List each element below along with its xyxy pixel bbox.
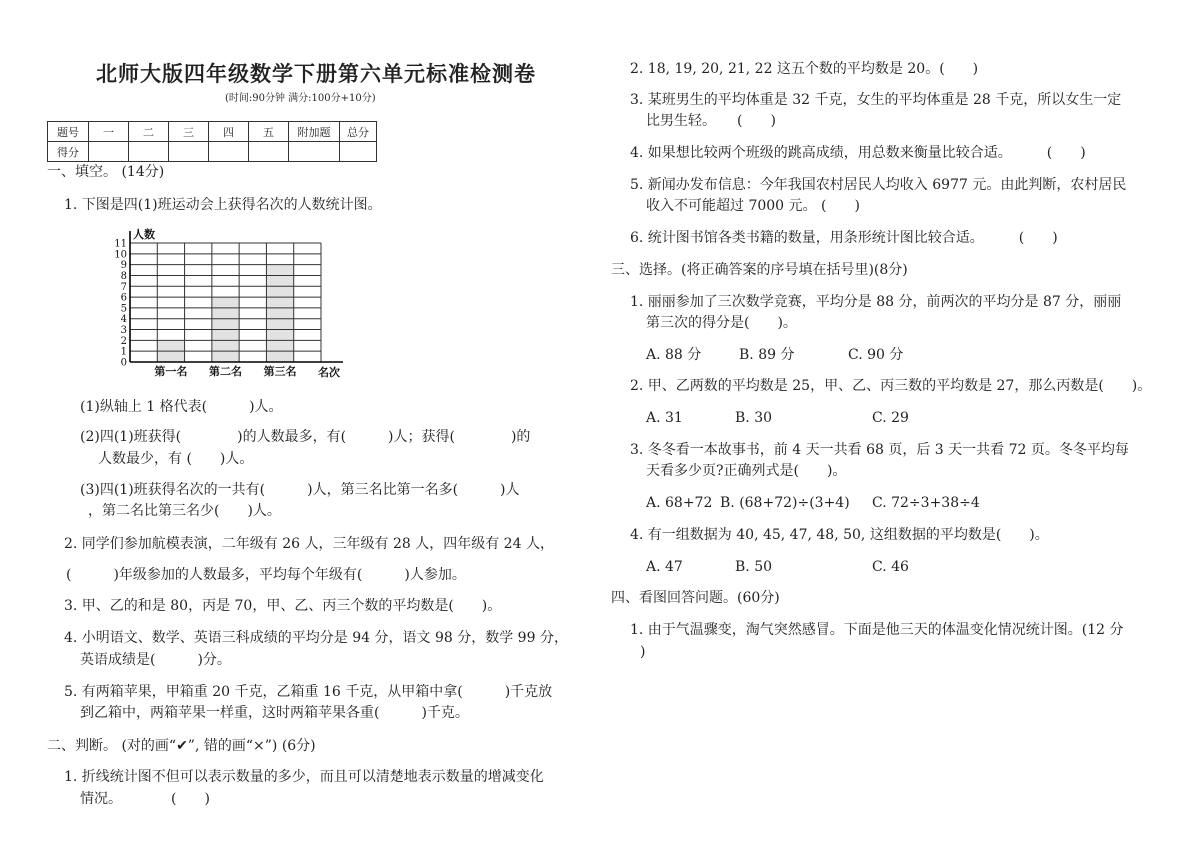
score-header-cell: 总分 — [340, 122, 377, 142]
question-text: 5. 有两箱苹果，甲箱重 20 千克，乙箱重 16 千克，从甲箱中拿( )千克放 — [64, 684, 553, 700]
score-header-cell: 题号 — [48, 122, 89, 142]
bar — [266, 265, 293, 362]
y-tick-label: 8 — [120, 270, 127, 282]
y-tick-label: 10 — [114, 249, 127, 261]
section-4-heading: 四、看图回答问题。(60分) — [611, 590, 780, 606]
y-tick-label: 6 — [120, 292, 127, 304]
option-c: C. 46 — [872, 559, 909, 575]
x-axis-label: 名次 — [318, 366, 340, 379]
option-a: A. 88 分 — [646, 347, 702, 363]
y-tick-label: 5 — [120, 303, 127, 315]
question-text: 2. 同学们参加航模表演，二年级有 26 人，三年级有 28 人，四年级有 24 人， — [64, 536, 554, 552]
score-input-cell[interactable] — [169, 142, 209, 162]
y-tick-label: 11 — [114, 238, 127, 250]
y-tick-label: 1 — [120, 346, 127, 358]
score-table-header-row — [48, 122, 377, 142]
y-tick-label: 9 — [120, 260, 127, 272]
score-header-cell: 二 — [129, 122, 169, 142]
question-text: 3. 甲、乙的和是 80，丙是 70，甲、乙、丙三个数的平均数是( )。 — [64, 598, 502, 614]
score-input-cell[interactable] — [209, 142, 249, 162]
question-text: 比男生轻。 ( ) — [646, 113, 776, 129]
option-c: C. 90 分 — [848, 347, 904, 363]
question-text: 1. 下图是四(1)班运动会上获得名次的人数统计图。 — [64, 197, 382, 213]
y-tick-label: 0 — [120, 357, 127, 369]
question-text: (3)四(1)班获得名次的一共有( )人，第三名比第一名多( )人 — [80, 482, 520, 498]
option-b: B. 30 — [735, 410, 773, 426]
score-input-cell[interactable] — [89, 142, 129, 162]
question-text: ) — [640, 644, 646, 660]
question-text: 到乙箱中，两箱苹果一样重，这时两箱苹果各重( )千克。 — [80, 705, 469, 721]
score-header-cell: 三 — [169, 122, 209, 142]
question-text: 6. 统计图书馆各类书籍的数量，用条形统计图比较合适。 ( ) — [630, 230, 1058, 246]
section-1-heading: 一、填空。 (14分) — [47, 164, 165, 180]
score-row-label: 得分 — [48, 142, 89, 162]
score-table — [47, 121, 377, 162]
question-text: 3. 冬冬看一本故事书，前 4 天一共看 68 页，后 3 天一共看 72 页。冬冬平均每 — [630, 442, 1129, 458]
question-text: 1. 由于气温骤变，淘气突然感冒。下面是他三天的体温变化情况统计图。(12 分 — [630, 622, 1124, 638]
score-header-cell: 一 — [89, 122, 129, 142]
question-text: 1. 丽丽参加了三次数学竞赛，平均分是 88 分，前两次的平均分是 87 分，丽丽 — [630, 294, 1122, 310]
x-tick-label: 第三名 — [263, 365, 297, 378]
score-input-cell[interactable] — [340, 142, 377, 162]
option-a: A. 68+72 — [646, 495, 713, 511]
question-text: 4. 有一组数据为 40, 45, 47, 48, 50, 这组数据的平均数是( )。 — [630, 527, 1049, 543]
y-tick-label: 7 — [120, 281, 127, 293]
question-text: ( )年级参加的人数最多，平均每个年级有( )人参加。 — [66, 567, 466, 583]
question-text: ，第二名比第三名少( )人。 — [88, 503, 281, 519]
score-input-cell[interactable] — [289, 142, 340, 162]
y-tick-label: 2 — [120, 335, 127, 347]
option-b: B. (68+72)÷(3+4) — [720, 495, 850, 511]
question-text: 英语成绩是( )分。 — [80, 652, 231, 668]
page-title: 北师大版四年级数学下册第六单元标准检测卷 — [96, 62, 536, 86]
y-tick-label: 3 — [120, 325, 127, 337]
score-header-cell: 附加题 — [289, 122, 340, 142]
option-a: A. 31 — [646, 410, 683, 426]
question-text: (1)纵轴上 1 格代表( )人。 — [80, 399, 283, 415]
score-input-cell[interactable] — [129, 142, 169, 162]
bar-chart — [105, 225, 355, 385]
option-a: A. 47 — [646, 559, 683, 575]
question-text: (2)四(1)班获得( )的人数最多，有( )人；获得( )的 — [80, 429, 531, 445]
option-b: B. 89 分 — [739, 347, 795, 363]
x-tick-label: 第一名 — [154, 365, 188, 378]
option-c: C. 29 — [872, 410, 909, 426]
question-text: 2. 甲、乙两数的平均数是 25，甲、乙、丙三数的平均数是 27，那么丙数是( )。 — [630, 378, 1152, 394]
question-text: 第三次的得分是( )。 — [646, 315, 797, 331]
score-table-score-row — [48, 142, 377, 162]
x-tick-label: 第二名 — [209, 365, 242, 378]
question-text: 收入不可能超过 7000 元。 ( ) — [646, 198, 860, 214]
question-text: 天看多少页?正确列式是( )。 — [646, 463, 847, 479]
question-text: 人数最少，有 ( )人。 — [98, 451, 254, 467]
score-header-cell: 四 — [209, 122, 249, 142]
score-input-cell[interactable] — [249, 142, 289, 162]
exam-subtitle: (时间:90分钟 满分:100分+10分) — [225, 93, 376, 104]
question-text: 5. 新闻办发布信息：今年我国农村居民人均收入 6977 元。由此判断，农村居民 — [630, 177, 1127, 193]
question-text: 4. 小明语文、数学、英语三科成绩的平均分是 94 分，语文 98 分，数学 99 分， — [64, 630, 568, 646]
option-c: C. 72÷3+38÷4 — [872, 495, 980, 511]
question-text: 2. 18, 19, 20, 21, 22 这五个数的平均数是 20。( ) — [630, 61, 979, 77]
question-text: 情况。 ( ) — [80, 791, 210, 807]
section-2-heading: 二、判断。 (对的画“✔”, 错的画“×”) (6分) — [47, 738, 316, 754]
question-text: 1. 折线统计图不但可以表示数量的多少，而且可以清楚地表示数量的增减变化 — [64, 769, 544, 785]
score-header-cell: 五 — [249, 122, 289, 142]
y-tick-label: 4 — [120, 314, 127, 326]
question-text: 3. 某班男生的平均体重是 32 千克，女生的平均体重是 28 千克，所以女生一定 — [630, 92, 1122, 108]
section-3-heading: 三、选择。(将正确答案的序号填在括号里)(8分) — [611, 262, 908, 278]
question-text: 4. 如果想比较两个班级的跳高成绩，用总数来衡量比较合适。 ( ) — [630, 145, 1086, 161]
y-axis-label: 人数 — [133, 228, 155, 241]
option-b: B. 50 — [735, 559, 773, 575]
